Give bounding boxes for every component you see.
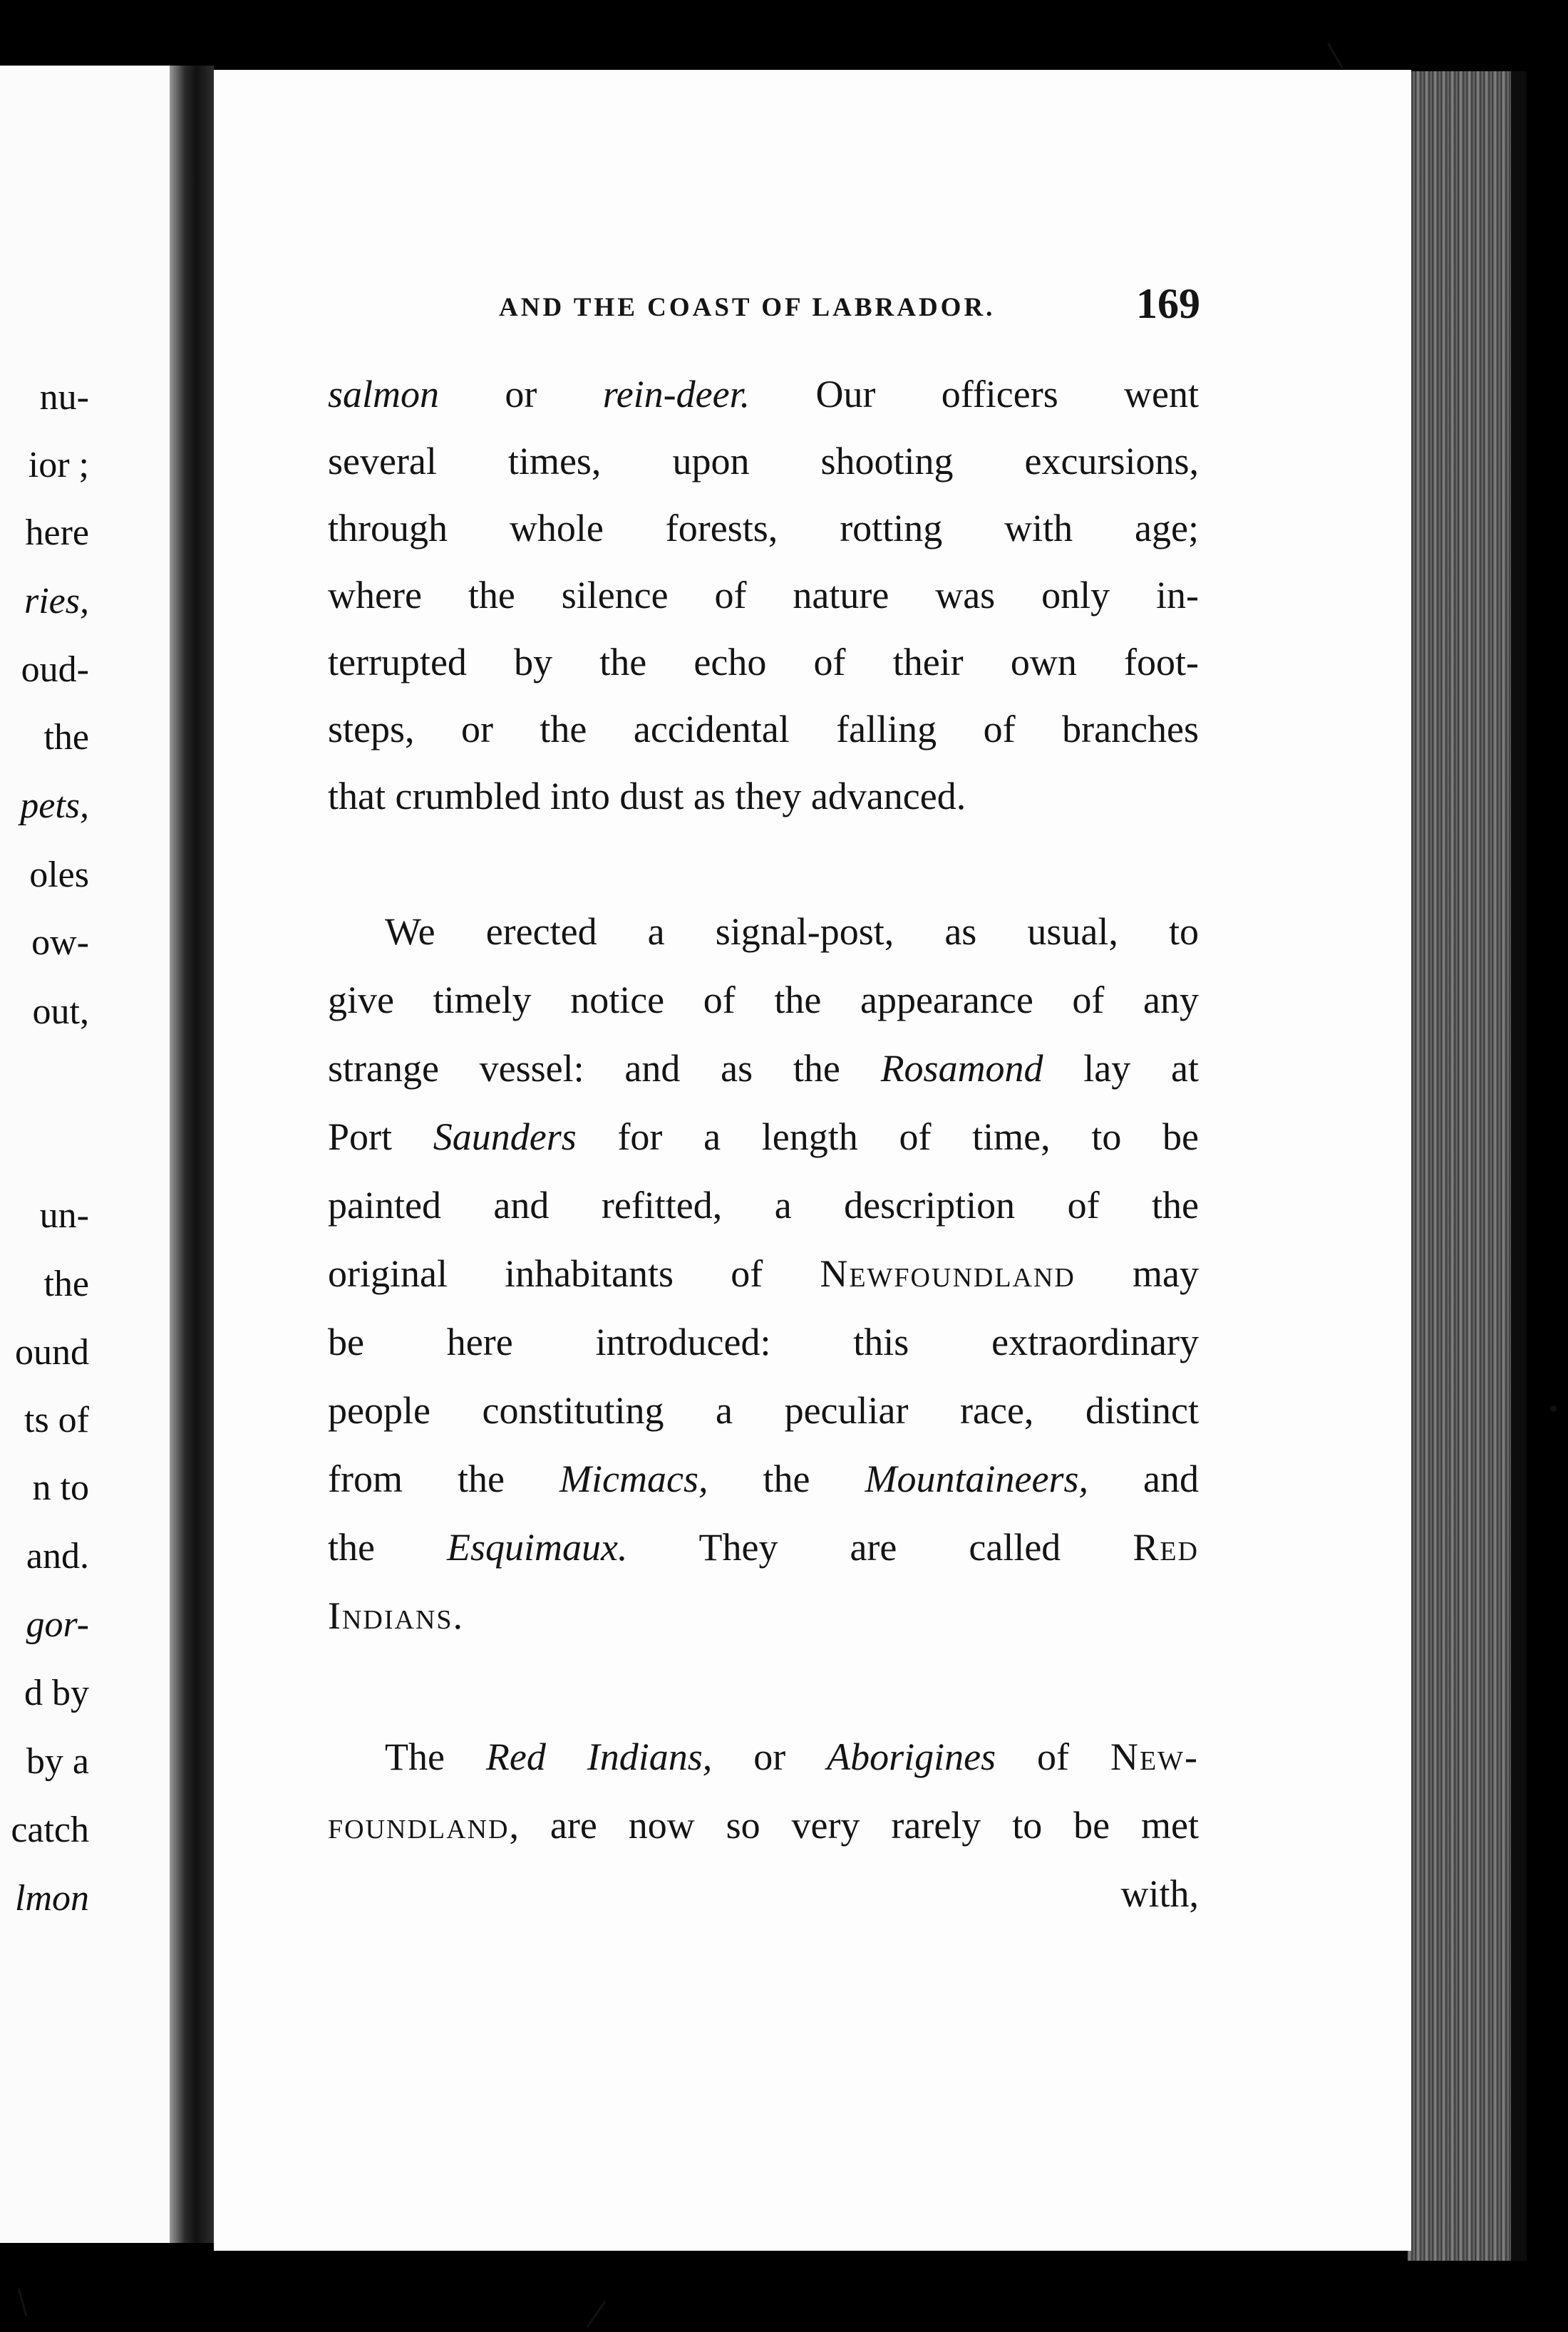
left-page-fragment: by a: [26, 1741, 89, 1782]
left-page-fragment: nu-: [39, 377, 89, 418]
text-line: through whole forests, rotting with age;: [328, 507, 1199, 550]
text-line: [328, 372, 1199, 416]
text-run: original inhabitants of: [328, 1252, 820, 1295]
page-number: 169: [1136, 280, 1200, 327]
text-run: the: [328, 1526, 447, 1569]
text-run: strange vessel: and as the: [328, 1047, 881, 1090]
text-line: painted and refitted, a description of the: [328, 1184, 1199, 1227]
text-line: be here introduced: this extraordinary: [328, 1321, 1199, 1363]
text-line: terrupted by the echo of their own foot-: [328, 641, 1199, 683]
left-page-fragment: the: [43, 1264, 89, 1304]
left-page-fragment: ries,: [24, 581, 89, 621]
text-run: Our officers went: [750, 373, 1200, 416]
left-page-fragment: ior ;: [28, 445, 89, 485]
left-page-fragment: n to: [32, 1467, 89, 1508]
text-line: several times, upon shooting excursions,: [328, 440, 1199, 483]
text-run: from the: [328, 1458, 560, 1500]
left-page-fragment: gor-: [26, 1604, 89, 1645]
text-run: Port: [328, 1115, 433, 1158]
text-run: The: [385, 1735, 486, 1778]
left-page-fragment: oud-: [21, 649, 89, 690]
left-page-fragment: oles: [29, 855, 89, 895]
italic-word: Rosamond: [880, 1047, 1043, 1090]
running-head: AND THE COAST OF LABRADOR.: [499, 293, 996, 322]
text-run: They are called: [627, 1526, 1133, 1569]
scan-speck: [18, 2288, 27, 2316]
text-line: [328, 1457, 1199, 1501]
left-page-fragment: out,: [32, 991, 89, 1032]
left-page-fragment: ow-: [31, 922, 89, 963]
italic-word: Esquimaux.: [446, 1526, 628, 1569]
left-page: [0, 66, 182, 2243]
text-run: the: [708, 1458, 865, 1500]
text-line: [328, 1803, 1199, 1847]
italic-word: Micmacs,: [559, 1458, 708, 1500]
page-edges: [1408, 71, 1522, 2261]
left-page-fragment: d by: [24, 1673, 89, 1713]
small-caps-word: foundland: [328, 1804, 510, 1847]
left-page-fragment: and.: [26, 1536, 89, 1577]
scan-speck: [1327, 43, 1343, 68]
text-run: may: [1075, 1252, 1199, 1295]
small-caps-word: Indians.: [328, 1594, 465, 1637]
small-caps-word: Newfoundland: [820, 1252, 1076, 1295]
italic-word: rein-deer.: [602, 373, 751, 416]
book-gutter: [170, 66, 214, 2243]
text-line: [328, 1046, 1199, 1090]
text-line: [328, 1252, 1199, 1296]
page-edges-shadow: [1511, 71, 1527, 2261]
small-caps-word: Red: [1133, 1526, 1199, 1569]
text-line: steps, or the accidental falling of branches: [328, 708, 1199, 750]
text-line: We erected a signal-post, as usual, to: [385, 910, 1199, 953]
left-page-fragment: catch: [11, 1810, 89, 1850]
text-line: [385, 1735, 1199, 1779]
text-run: , are now so very rarely to be met: [509, 1804, 1199, 1847]
italic-word: Red Indians,: [485, 1735, 713, 1778]
text-run: or: [439, 373, 603, 416]
left-page-fragment: the: [43, 717, 89, 758]
text-line: that crumbled into dust as they advanced.: [328, 775, 966, 817]
text-run: for a length of time, to be: [576, 1115, 1199, 1158]
text-run: lay at: [1043, 1047, 1199, 1090]
left-page-fragment: un-: [39, 1195, 89, 1236]
italic-word: Saunders: [433, 1115, 577, 1158]
text-line: people constituting a peculiar race, distinct: [328, 1389, 1199, 1432]
catchword: with,: [1120, 1872, 1199, 1915]
text-line: give timely notice of the appearance of any: [328, 979, 1199, 1021]
text-run: or: [712, 1735, 827, 1778]
text-run: of: [996, 1735, 1110, 1778]
left-page-fragment: pets,: [20, 785, 89, 826]
scan-speck: [1550, 1405, 1557, 1412]
text-line: [328, 1594, 1199, 1638]
text-run: and: [1088, 1458, 1199, 1500]
italic-word: Mountaineers,: [865, 1458, 1088, 1500]
left-page-fragment: lmon: [15, 1878, 89, 1919]
left-page-fragment: here: [25, 512, 89, 553]
scan-speck: [587, 2301, 607, 2328]
text-line: where the silence of nature was only in-: [328, 574, 1199, 616]
italic-word: salmon: [328, 373, 440, 416]
italic-word: Aborigines: [827, 1735, 996, 1778]
left-page-fragment: ound: [15, 1332, 89, 1373]
text-line: [328, 1115, 1199, 1159]
text-line: [328, 1525, 1199, 1569]
small-caps-word: New-: [1110, 1735, 1200, 1778]
left-page-fragment: ts of: [24, 1400, 89, 1440]
